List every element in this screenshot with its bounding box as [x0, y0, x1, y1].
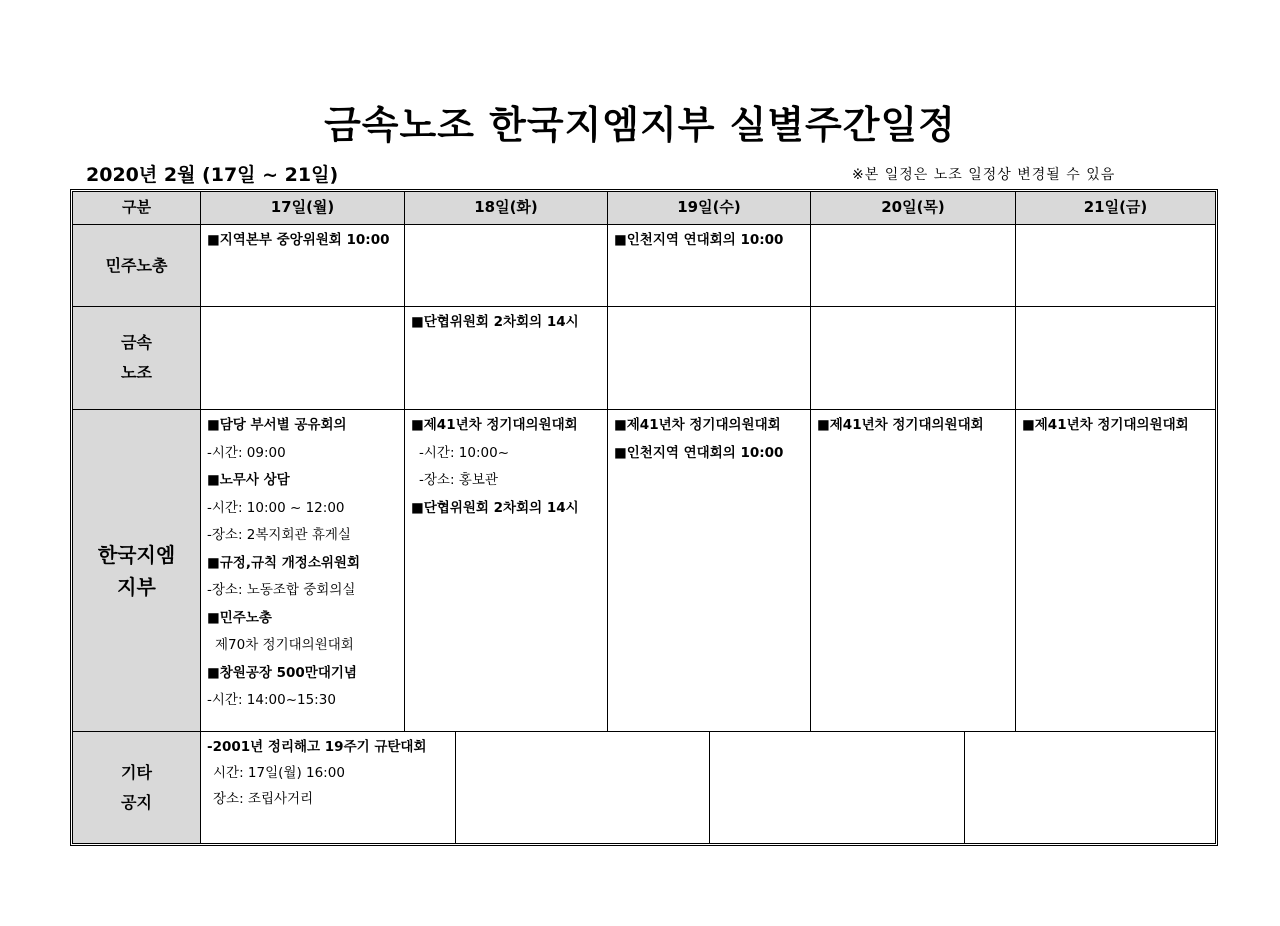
schedule-detail: -시간: 14:00~15:30 [207, 692, 336, 708]
row-label-line: 노조 [121, 363, 152, 382]
schedule-table [70, 189, 1218, 846]
header-day-mon: 17일(월) [200, 192, 404, 224]
cell-geumsok-wed [607, 307, 810, 409]
row-label-etc [73, 732, 200, 843]
schedule-entry: ■지역본부 중앙위원회 10:00 [207, 232, 390, 248]
row-minju [73, 225, 1215, 307]
cell-gm-wed [607, 410, 810, 731]
row-label-line: 민주노총 [105, 255, 168, 275]
cell-gm-thu [810, 410, 1015, 731]
cell-minju-fri [1015, 225, 1215, 306]
schedule-entry: ■민주노총 [207, 609, 272, 626]
cell-minju-thu [810, 225, 1015, 306]
row-label-line: 기타 [121, 762, 152, 782]
header-day-fri: 21일(금) [1015, 192, 1215, 224]
schedule-entry: ■인천지역 연대회의 10:00 [614, 444, 784, 461]
notice-detail: 장소: 조립사거리 [213, 791, 314, 807]
header-day-wed: 19일(수) [607, 192, 810, 224]
cell-minju-mon [200, 225, 404, 306]
notice-entry: -2001년 정리해고 19주기 규탄대회 [207, 739, 427, 755]
cell-minju-tue [404, 225, 607, 306]
header-category: 구분 [73, 192, 200, 224]
header-day-thu: 20일(목) [810, 192, 1015, 224]
schedule-entry: ■단협위원회 2차회의 14시 [411, 314, 579, 330]
cell-geumsok-thu [810, 307, 1015, 409]
header-day-tue: 18일(화) [404, 192, 607, 224]
schedule-entry: ■담당 부서별 공유회의 [207, 417, 347, 433]
cell-etc-2 [455, 732, 709, 843]
schedule-detail: -장소: 노동조합 중회의실 [207, 582, 356, 598]
cell-gm-fri [1015, 410, 1215, 731]
schedule-detail: -시간: 10:00 ~ 12:00 [207, 499, 345, 516]
schedule-entry: ■제41년차 정기대의원대회 [614, 417, 781, 433]
cell-gm-tue [404, 410, 607, 731]
row-label-minju [73, 225, 200, 306]
cell-geumsok-mon [200, 307, 404, 409]
schedule-entry: ■단협위원회 2차회의 14시 [411, 499, 579, 516]
cell-etc-3 [709, 732, 964, 843]
row-label-line: 금속 [121, 333, 152, 352]
schedule-entry: ■제41년차 정기대의원대회 [1022, 417, 1189, 433]
schedule-entry: ■노무사 상담 [207, 472, 290, 488]
schedule-entry: ■창원공장 500만대기념 [207, 664, 357, 681]
notice-detail: 시간: 17일(월) 16:00 [213, 765, 345, 781]
cell-gm-mon [200, 410, 404, 731]
cell-geumsok-fri [1015, 307, 1215, 409]
schedule-entry: ■제41년차 정기대의원대회 [817, 417, 984, 433]
cell-minju-wed [607, 225, 810, 306]
schedule-detail: -시간: 10:00~ [419, 444, 510, 461]
row-geumsok [73, 307, 1215, 410]
schedule-entry: ■인천지역 연대회의 10:00 [614, 232, 784, 248]
schedule-detail: -장소: 홍보관 [419, 472, 498, 488]
row-gm [73, 410, 1215, 732]
row-label-geumsok [73, 307, 200, 409]
schedule-detail: -시간: 09:00 [207, 444, 286, 461]
schedule-notice: ※본 일정은 노조 일정상 변경될 수 있음 [852, 167, 1116, 183]
row-label-line: 지부 [117, 574, 156, 599]
header-row [73, 192, 1215, 225]
row-label-line: 한국지엠 [97, 542, 176, 567]
cell-etc-4 [964, 732, 1215, 843]
page-title: 금속노조 한국지엠지부 실별주간일정 [324, 103, 956, 147]
row-label-line: 공지 [121, 792, 152, 812]
schedule-entry: ■제41년차 정기대의원대회 [411, 417, 578, 433]
schedule-detail: -장소: 2복지회관 휴게실 [207, 527, 351, 543]
row-label-gm [73, 410, 200, 731]
schedule-detail: 제70차 정기대의원대회 [215, 637, 354, 653]
cell-etc-1 [200, 732, 455, 843]
cell-geumsok-tue [404, 307, 607, 409]
row-etc [73, 732, 1215, 843]
date-range: 2020년 2월 (17일 ~ 21일) [86, 164, 339, 186]
schedule-entry: ■규정,규칙 개정소위원회 [207, 554, 360, 571]
